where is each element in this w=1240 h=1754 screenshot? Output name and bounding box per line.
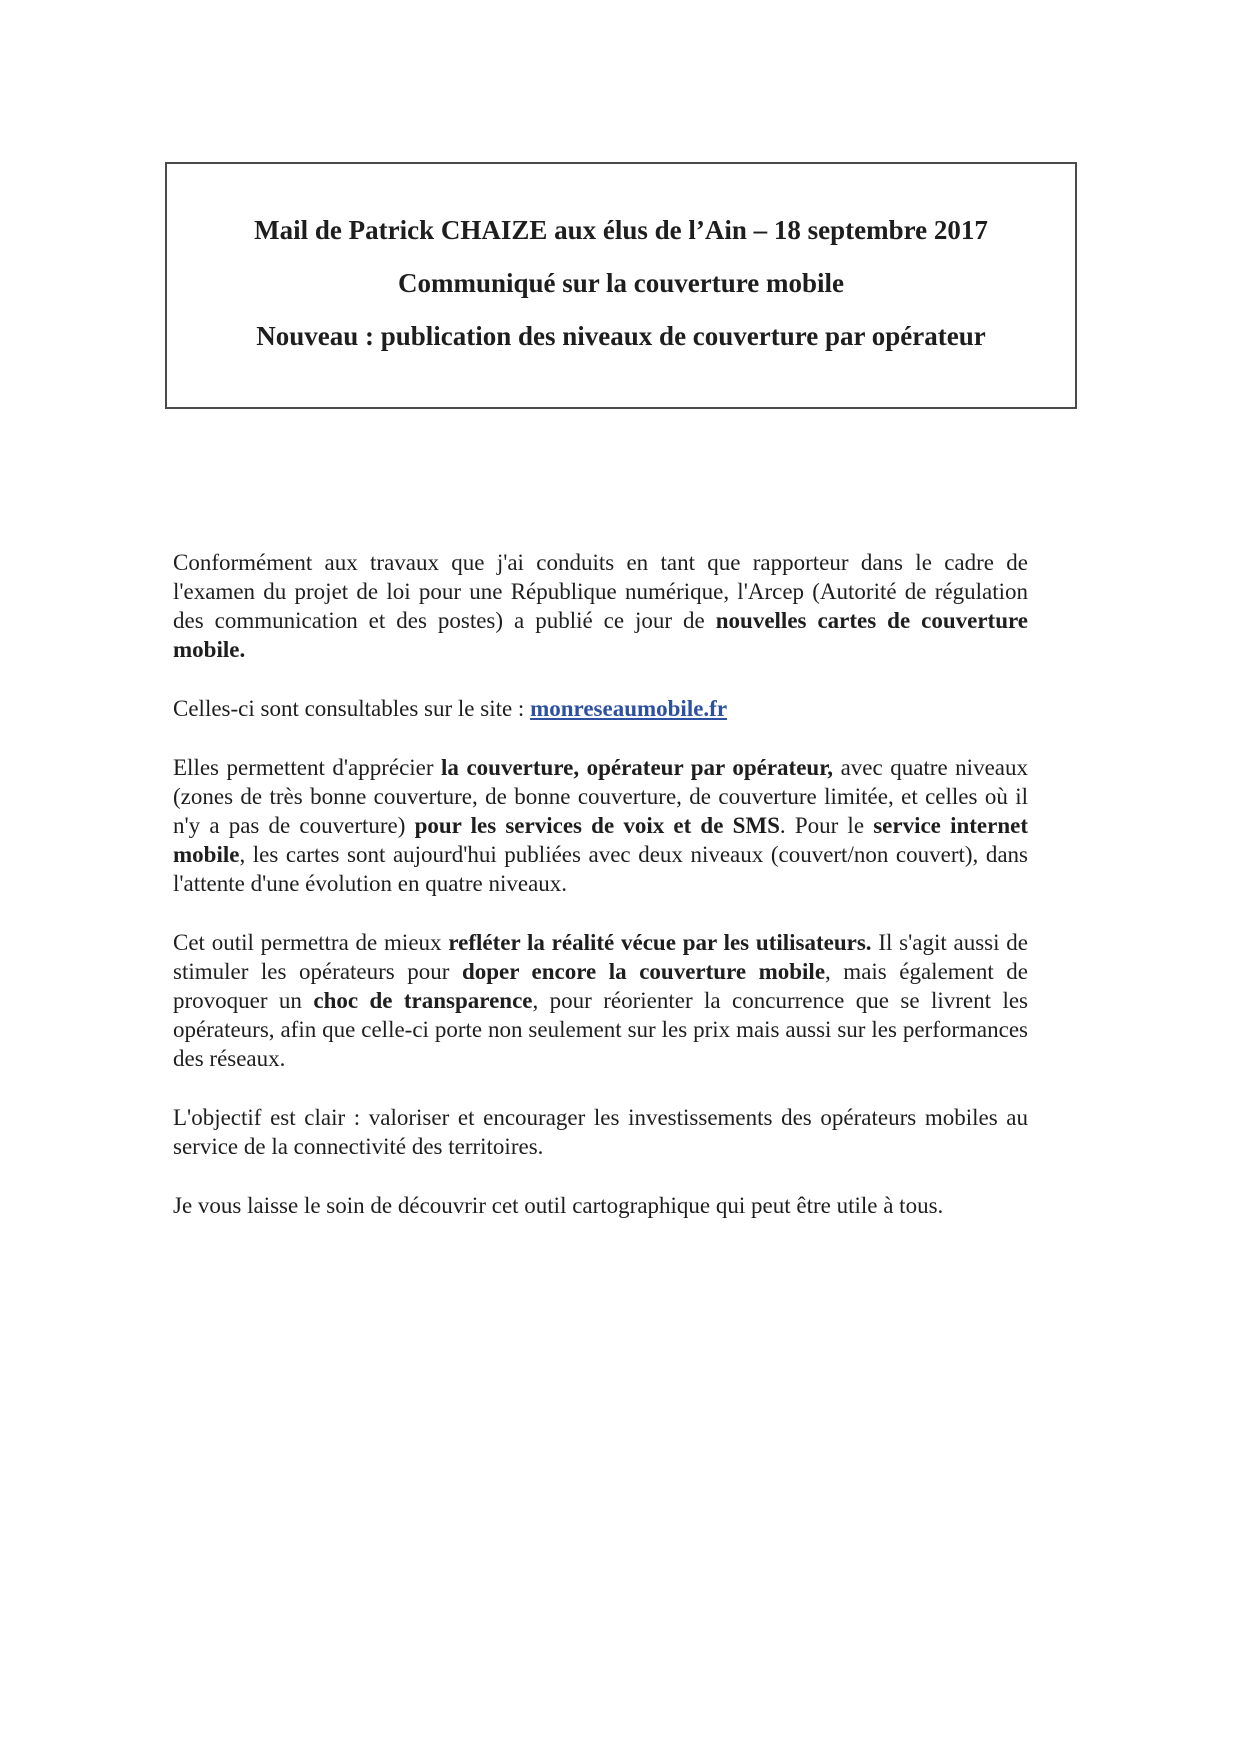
paragraph-objective: [173, 1103, 1028, 1161]
text-segment: Je vous laisse le soin de découvrir cet outil cartographique qui peut être utile à tous.: [173, 1193, 944, 1218]
text-segment: Conformément aux travaux que j'ai conduits en tant que rapporteur dans le cadre de l'examen du projet de loi pour une République numérique, l'Arcep (Autorité de régulation des communication et des postes) a publié ce jour de: [173, 550, 1028, 633]
paragraph-transparency: [173, 928, 1028, 1073]
text-segment: Celles-ci sont consultables sur le site :: [173, 696, 531, 721]
text-segment: Cet outil permettra de mieux: [173, 930, 449, 955]
text-segment: la couverture, opérateur par opérateur,: [441, 755, 834, 780]
text-segment: avec quatre niveaux (zones de très bonne couverture, de bonne couverture, de couverture limitée, et celles où il n'y a pas de couverture): [173, 755, 1028, 838]
text-segment: Elles permettent d'apprécier: [173, 755, 442, 780]
paragraph-closing: [173, 1191, 1028, 1220]
text-segment: , les cartes sont aujourd'hui publiées avec deux niveaux (couvert/non couvert), dans l'attente d'une évolution en quatre niveaux.: [173, 842, 1028, 896]
paragraph-link: [173, 694, 1028, 723]
document-body: [173, 548, 1028, 1250]
header-box: [165, 162, 1077, 409]
text-segment: nouvelles cartes de couverture mobile.: [173, 608, 1028, 662]
text-segment: L'objectif est clair : valoriser et encourager les investissements des opérateurs mobiles au service de la connectivité des territoires.: [173, 1105, 1028, 1159]
text-segment: refléter la réalité vécue par les utilisateurs.: [448, 930, 872, 955]
monreseaumobile-link[interactable]: monreseaumobile.fr: [530, 696, 728, 721]
text-segment: pour les services de voix et de SMS: [414, 813, 780, 838]
header-subtitle2-line: Nouveau : publication des niveaux de couverture par opérateur: [256, 321, 986, 351]
paragraph-intro: [173, 548, 1028, 664]
paragraph-coverage-levels: [173, 753, 1028, 898]
text-segment: , pour réorienter la concurrence que se livrent les opérateurs, afin que celle-ci porte non seulement sur les prix mais aussi sur les performances des réseaux.: [173, 988, 1028, 1071]
text-segment: doper encore la couverture mobile: [461, 959, 826, 984]
text-segment: , mais également de provoquer un: [173, 959, 1028, 1013]
text-segment: . Pour le: [779, 813, 874, 838]
text-segment: Il s'agit aussi de stimuler les opérateurs pour: [173, 930, 1028, 984]
header-title-line: Mail de Patrick CHAIZE aux élus de l’Ain – 18 septembre 2017: [254, 215, 988, 245]
text-segment: service internet mobile: [173, 813, 1028, 867]
text-segment: choc de transparence: [313, 988, 533, 1013]
header-subtitle-line: Communiqué sur la couverture mobile: [397, 268, 844, 298]
